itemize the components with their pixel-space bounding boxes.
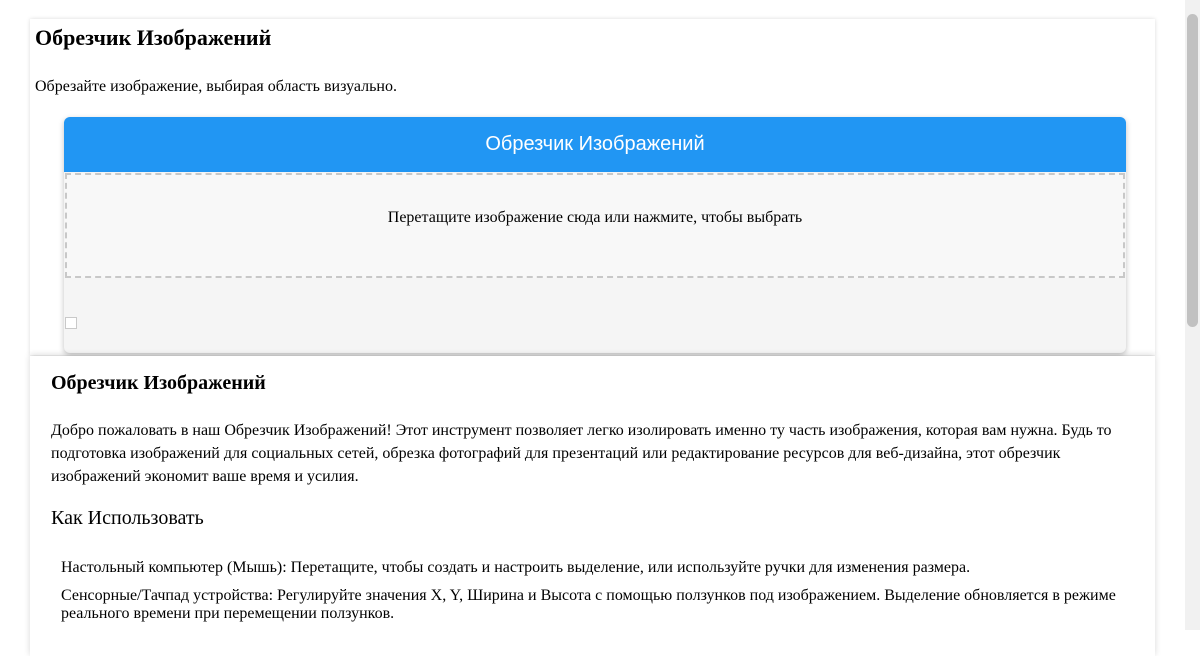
content-title: Обрезчик Изображений <box>51 372 266 394</box>
dropzone-text: Перетащите изображение сюда или нажмите, чтобы выбрать <box>387 209 803 226</box>
image-dropzone[interactable] <box>65 173 1125 278</box>
page-subtitle: Обрезайте изображение, выбирая область визуально. <box>35 78 397 95</box>
page-title: Обрезчик Изображений <box>35 25 272 50</box>
page-scrollbar[interactable] <box>1185 0 1200 630</box>
top-card <box>30 19 1155 355</box>
how-to-step-desktop: Настольный компьютер (Мышь): Перетащите, чтобы создать и настроить выделение, или используйте ручки для изменения размера. <box>61 559 971 576</box>
scrollbar-thumb[interactable] <box>1187 14 1198 327</box>
tool-header: Обрезчик Изображений <box>64 117 1126 172</box>
image-cropper-tool <box>64 117 1126 353</box>
content-card <box>30 356 1155 656</box>
intro-paragraph: Добро пожаловать в наш Обрезчик Изображений! Этот инструмент позволяет легко изолировать именно ту часть изображения, которая вам нужна. Будь то подготовка изображений для социальных сетей, обрезка фотографий для презентаций или редактирование ресурсов для веб-дизайна, этот обрезчик изображений экономит ваше время и усилия. <box>51 422 1112 485</box>
how-to-heading: Как Использовать <box>51 507 204 529</box>
how-to-step-touch: Сенсорные/Тачпад устройства: Регулируйте значения X, Y, Ширина и Высота с помощью ползунков под изображением. Выделение обновляется в режиме реального времени при перемещении ползунков. <box>61 587 1116 622</box>
image-preview-placeholder-icon <box>65 317 77 329</box>
